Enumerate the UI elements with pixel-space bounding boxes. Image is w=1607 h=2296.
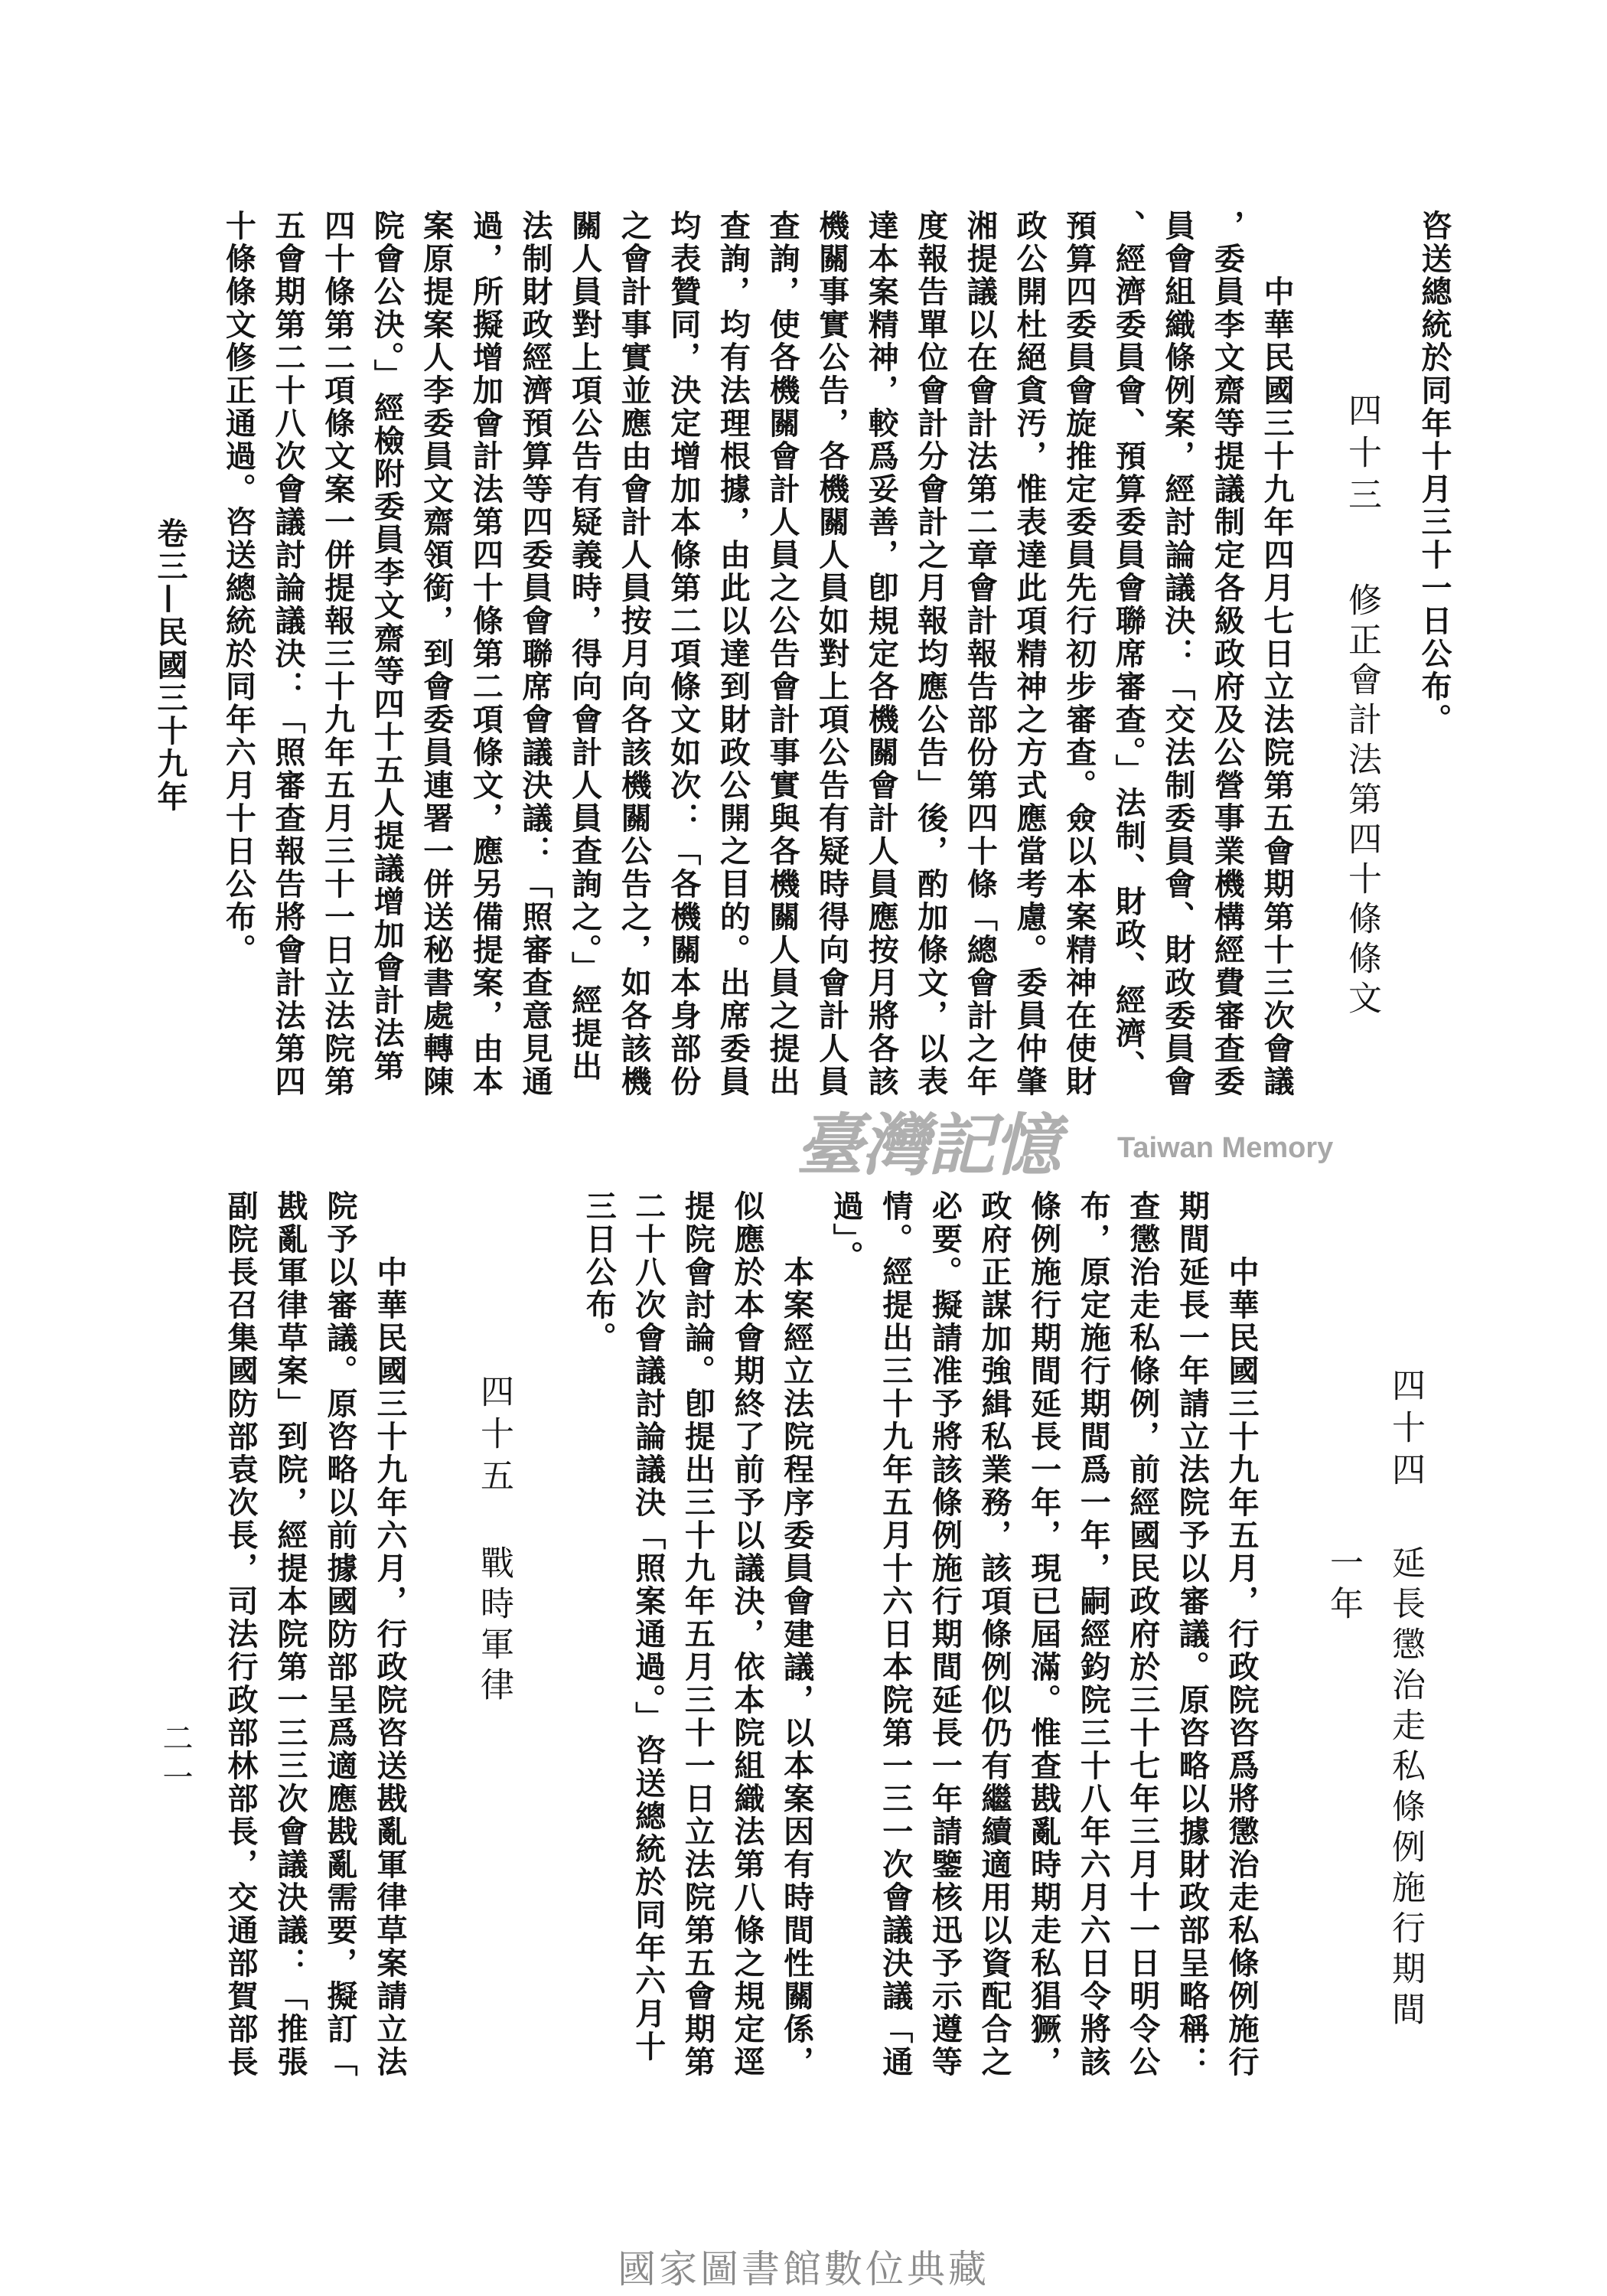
text-column: 查詢，均有法理根據，由此以達到財政公開之目的。出席委員 bbox=[715, 210, 751, 1098]
text-column: 二十八次會議討論議決「照案通過。」咨送總統於同年六月十 bbox=[630, 1190, 667, 2063]
watermark-logo: 臺灣記憶 bbox=[796, 1105, 1060, 1185]
section-44-number: 四十四 bbox=[1386, 1368, 1425, 1494]
text-column: 必要。擬請准予將該條例施行期間延長一年請鑒核迅予示遵等 bbox=[927, 1190, 963, 2079]
text-column: 員會組織條例案，經討論議決：「交法制委員會、財政委員會 bbox=[1159, 210, 1196, 1098]
text-column: 院予以審議。原咨略以前據國防部呈爲適應戡亂需要，擬訂「 bbox=[322, 1190, 358, 2079]
text-column: 似應於本會期終了前予以議決，依本院組織法第八條之規定逕 bbox=[729, 1190, 765, 2079]
running-head: 卷三—民國三十九年 bbox=[152, 517, 188, 814]
text-column: 政府正謀加強緝私業務，該項條例似仍有繼續適用以資配合之 bbox=[976, 1190, 1012, 2079]
text-column: 四十條第二項條文案一併提報三十九年五月三十一日立法院第 bbox=[319, 210, 356, 1098]
text-column: 副院長召集國防部袁次長，司法行政部林部長，交通部賀部長 bbox=[223, 1190, 259, 2079]
upper-first-line: 咨送總統於同年十月三十一日公布。 bbox=[1416, 210, 1452, 736]
text-column: 情。經提出三十九年五月十六日本院第一三一次會議決議「通 bbox=[877, 1190, 914, 2079]
text-column: 之會計事實並應由會計人員按月向各該機關公告之，如各該機 bbox=[616, 210, 653, 1098]
text-column: 中華民國三十九年六月，行政院咨送戡亂軍律草案請立法 bbox=[372, 1190, 408, 2079]
text-column: 戡亂軍律草案」到院，經提本院第一三三次會議決議：「推張 bbox=[272, 1190, 308, 2079]
text-column: 十條條文修正通過。咨送總統於同年六月十日公布。 bbox=[220, 210, 257, 967]
watermark-subtitle: Taiwan Memory bbox=[1117, 1132, 1334, 1164]
text-column: 布，原定施行期間爲一年，嗣經鈞院三十八年六月六日令將該 bbox=[1075, 1190, 1112, 2079]
text-column: 查詢，使各機關會計人員之公告會計事實與各機關人員之提出 bbox=[764, 210, 800, 1098]
text-column: 查懲治走私條例，前經國民政府於三十七年三月十一日明令公 bbox=[1124, 1190, 1161, 2079]
text-column: 關人員對上項公告有疑義時，得向會計人員查詢之。」經提出 bbox=[566, 210, 603, 1083]
section-43-number: 四十三 bbox=[1342, 393, 1381, 519]
text-column: 達本案精神，較爲妥善，卽規定各機關會計人員應按月將各該 bbox=[863, 210, 900, 1098]
text-column: 預算四委員會旋推定委員先行初步審查。僉以本案精神在使財 bbox=[1061, 210, 1097, 1098]
text-column: 度報告單位會計分會計之月報均應公告」後，酌加條文，以表 bbox=[912, 210, 949, 1098]
text-column: 過，所擬增加會計法第四十條第二項條文，應另備提案，由本 bbox=[468, 210, 504, 1098]
text-column: ，委員李文齋等提議制定各級政府及公營事業機構經費審查委 bbox=[1209, 210, 1246, 1098]
section-44-title: 延長懲治走私條例施行期間 bbox=[1386, 1545, 1425, 2032]
section-45-title: 戰時軍律 bbox=[474, 1545, 513, 1707]
text-column: 政公開杜絕貪汚，惟表達此項精神之方式應當考慮。委員仲肇 bbox=[1012, 210, 1048, 1098]
text-column: 案原提案人李委員文齋領銜，到會委員連署一併送秘書處轉陳 bbox=[418, 210, 455, 1098]
text-column: 法制財政經濟預算等四委員會聯席會議決議：「照審查意見通 bbox=[517, 210, 553, 1098]
text-column: 五會期第二十八次會議討論議決：「照審查報告將會計法第四 bbox=[270, 210, 306, 1098]
text-column: 中華民國三十九年五月，行政院咨爲將懲治走私條例施行 bbox=[1224, 1190, 1260, 2079]
section-43-title: 修正會計法第四十條條文 bbox=[1342, 582, 1381, 1020]
text-column: 、經濟委員會、預算委員會聯席審查。」法制、財政、經濟、 bbox=[1110, 210, 1147, 1083]
page-number: 二一 bbox=[158, 1722, 193, 1800]
section-44-title-line2: 一年 bbox=[1324, 1545, 1363, 1626]
text-column: 湘提議以在會計法第二章會計報告部份第四十條「總會計之年 bbox=[962, 210, 999, 1098]
text-column: 中華民國三十九年四月七日立法院第五會期第十三次會議 bbox=[1259, 210, 1295, 1098]
text-column: 三日公布。 bbox=[581, 1190, 618, 1355]
text-column: 機關事實公告，各機關人員如對上項公告有疑時得向會計人員 bbox=[813, 210, 850, 1098]
footer-collection-credit: 國家圖書館數位典藏 bbox=[618, 2247, 989, 2291]
section-45-number: 四十五 bbox=[474, 1374, 513, 1500]
text-column: 均表贊同，決定增加本條第二項條文如次：「各機關本身部份 bbox=[665, 210, 702, 1098]
text-column: 過」。 bbox=[828, 1190, 865, 1274]
text-column: 院會公決。」經檢附委員李文齋等四十五人提議增加會計法第 bbox=[369, 210, 406, 1083]
text-column: 期間延長一年請立法院予以審議。原咨略以據財政部呈略稱： bbox=[1174, 1190, 1211, 2079]
text-column: 本案經立法院程序委員會建議，以本案因有時間性關係， bbox=[778, 1190, 815, 2079]
text-column: 提院會討論。卽提出三十九年五月三十一日立法院第五會期第 bbox=[680, 1190, 716, 2079]
text-column: 條例施行期間延長一年，現已屆滿。惟查戡亂時期走私猖獗， bbox=[1025, 1190, 1062, 2079]
